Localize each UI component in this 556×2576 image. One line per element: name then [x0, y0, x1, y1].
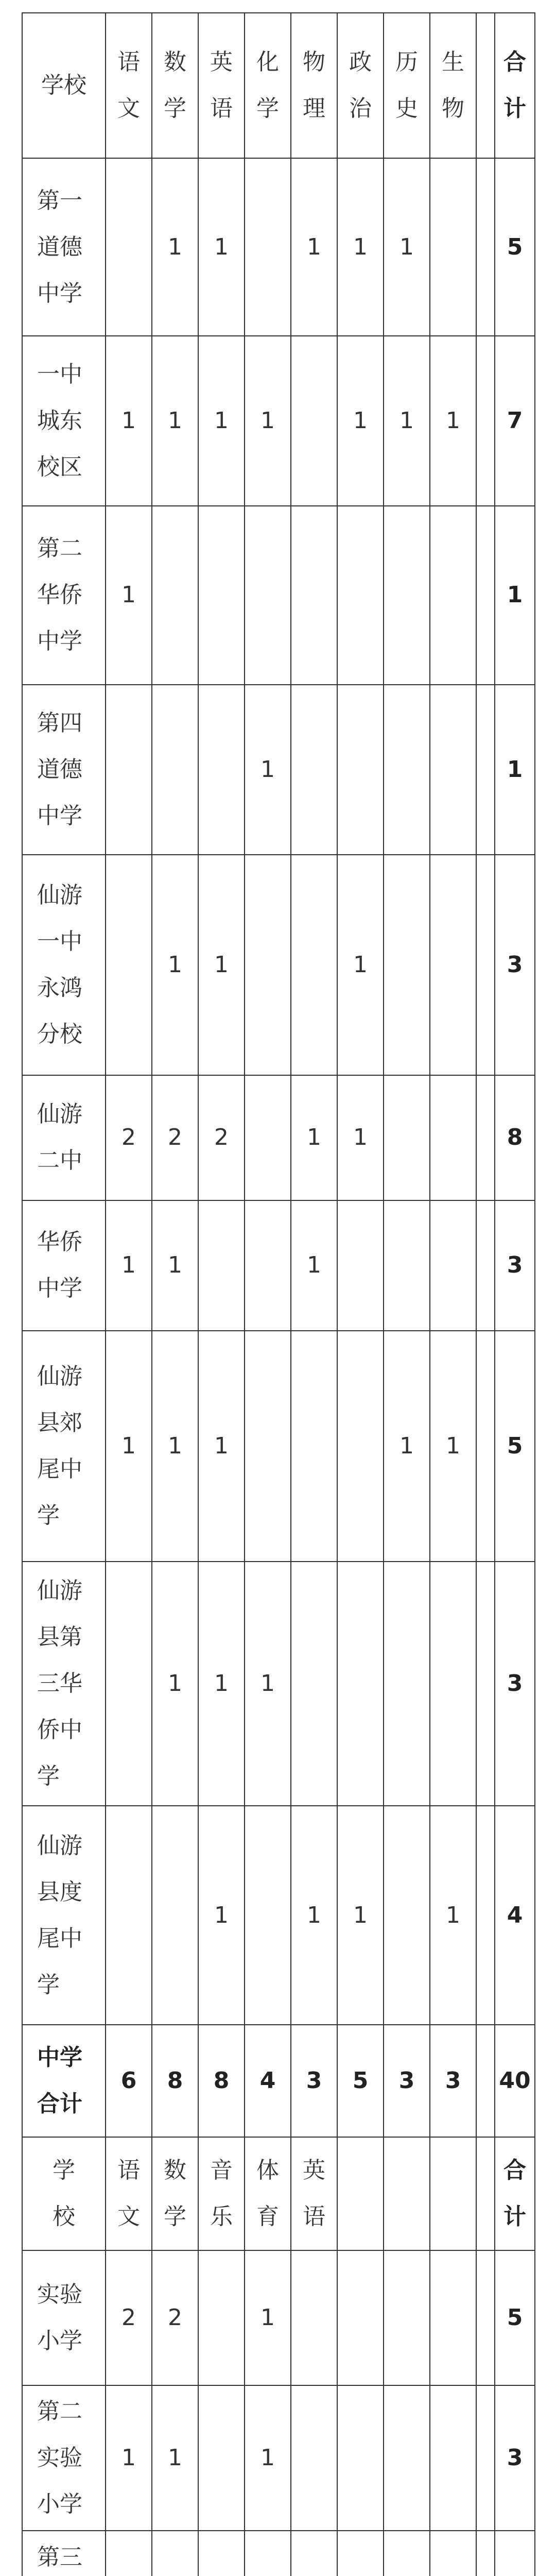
- count-cell: [152, 506, 198, 685]
- count-cell: 1: [430, 1806, 476, 2025]
- column-header: 英 语: [291, 2137, 337, 2250]
- count-cell: 1: [152, 1200, 198, 1331]
- count-cell: [198, 2531, 245, 2576]
- table-row: [22, 1331, 535, 1562]
- school-name-cell: 第三: [22, 2531, 106, 2576]
- count-cell: [337, 506, 384, 685]
- school-name-cell: 仙游 二中: [22, 1075, 106, 1200]
- count-cell: 4: [245, 2025, 291, 2137]
- count-cell: [291, 1331, 337, 1562]
- count-cell: [291, 2250, 337, 2385]
- count-cell: [430, 158, 476, 336]
- count-cell: [337, 2385, 384, 2531]
- count-cell: 1: [291, 1075, 337, 1200]
- count-cell: [245, 1075, 291, 1200]
- count-cell: [245, 1331, 291, 1562]
- column-header: 政 治: [337, 13, 384, 158]
- count-cell: 1: [198, 855, 245, 1075]
- count-cell: 1: [106, 506, 152, 685]
- count-cell: [337, 1562, 384, 1805]
- primary-header-row: [22, 2137, 535, 2250]
- count-cell: 1: [198, 1562, 245, 1805]
- row-total-cell: 3: [495, 1562, 535, 1805]
- count-cell: [337, 1200, 384, 1331]
- count-cell: [476, 2025, 495, 2137]
- count-cell: [384, 1200, 430, 1331]
- school-name-cell: 实验 小学: [22, 2250, 106, 2385]
- column-header: 化 学: [245, 13, 291, 158]
- count-cell: [430, 855, 476, 1075]
- count-cell: 1: [430, 336, 476, 506]
- count-cell: 1: [152, 158, 198, 336]
- count-cell: [245, 158, 291, 336]
- count-cell: 1: [384, 158, 430, 336]
- count-cell: [476, 1562, 495, 1805]
- count-cell: 1: [245, 1562, 291, 1805]
- count-cell: 1: [384, 1331, 430, 1562]
- count-cell: [430, 2250, 476, 2385]
- count-cell: [198, 1200, 245, 1331]
- count-cell: [152, 2531, 198, 2576]
- count-cell: [106, 2531, 152, 2576]
- row-total-cell: 8: [495, 1075, 535, 1200]
- count-cell: [337, 2250, 384, 2385]
- count-cell: [384, 1806, 430, 2025]
- count-cell: [476, 2531, 495, 2576]
- count-cell: [291, 336, 337, 506]
- column-header: 音 乐: [198, 2137, 245, 2250]
- count-cell: [430, 1075, 476, 1200]
- count-cell: [476, 2250, 495, 2385]
- table-row: [22, 2250, 535, 2385]
- count-cell: [245, 855, 291, 1075]
- column-header: [476, 13, 495, 158]
- row-total-cell: 3: [495, 855, 535, 1075]
- count-cell: [198, 2385, 245, 2531]
- teacher-quota-table: [22, 12, 535, 2576]
- column-header: 物 理: [291, 13, 337, 158]
- table-row: [22, 2531, 535, 2576]
- count-cell: 1: [198, 1331, 245, 1562]
- count-cell: [384, 2250, 430, 2385]
- table-row: [22, 1200, 535, 1331]
- count-cell: [476, 506, 495, 685]
- count-cell: [198, 2250, 245, 2385]
- count-cell: [291, 855, 337, 1075]
- count-cell: 1: [245, 2385, 291, 2531]
- count-cell: [106, 685, 152, 855]
- count-cell: [337, 1331, 384, 1562]
- count-cell: 1: [152, 1331, 198, 1562]
- count-cell: 8: [152, 2025, 198, 2137]
- row-total-cell: 5: [495, 1331, 535, 1562]
- table-row: [22, 1075, 535, 1200]
- count-cell: [476, 1806, 495, 2025]
- count-cell: 2: [152, 1075, 198, 1200]
- column-header: 语 文: [106, 13, 152, 158]
- school-name-cell: 第二 华侨 中学: [22, 506, 106, 685]
- count-cell: 1: [198, 1806, 245, 2025]
- count-cell: [291, 2385, 337, 2531]
- count-cell: [106, 158, 152, 336]
- count-cell: 1: [337, 1075, 384, 1200]
- count-cell: 1: [245, 685, 291, 855]
- count-cell: [430, 685, 476, 855]
- count-cell: [106, 855, 152, 1075]
- count-cell: [291, 506, 337, 685]
- row-total-cell: 3: [495, 2385, 535, 2531]
- table-row: [22, 1562, 535, 1805]
- column-header: 语 文: [106, 2137, 152, 2250]
- count-cell: [384, 506, 430, 685]
- count-cell: 1: [337, 336, 384, 506]
- count-cell: 2: [152, 2250, 198, 2385]
- column-header: 学 校: [22, 2137, 106, 2250]
- middle-total-row: [22, 2025, 535, 2137]
- count-cell: 2: [198, 1075, 245, 1200]
- count-cell: 1: [245, 2250, 291, 2385]
- column-header: 数 学: [152, 13, 198, 158]
- count-cell: 1: [152, 855, 198, 1075]
- count-cell: [245, 1200, 291, 1331]
- school-name-cell: 第四 道德 中学: [22, 685, 106, 855]
- count-cell: 1: [245, 336, 291, 506]
- count-cell: 1: [291, 1806, 337, 2025]
- school-name-cell: 仙游 县第 三华 侨中 学: [22, 1562, 106, 1805]
- count-cell: [198, 685, 245, 855]
- count-cell: [476, 158, 495, 336]
- count-cell: [291, 2531, 337, 2576]
- count-cell: [476, 2385, 495, 2531]
- count-cell: [476, 685, 495, 855]
- count-cell: 1: [152, 2385, 198, 2531]
- column-header: 体 育: [245, 2137, 291, 2250]
- count-cell: [384, 855, 430, 1075]
- count-cell: [476, 336, 495, 506]
- row-total-cell: 3: [495, 1200, 535, 1331]
- count-cell: 3: [384, 2025, 430, 2137]
- school-name-cell: 第二 实验 小学: [22, 2385, 106, 2531]
- count-cell: 1: [337, 1806, 384, 2025]
- count-cell: [245, 2531, 291, 2576]
- count-cell: [337, 685, 384, 855]
- count-cell: 1: [152, 1562, 198, 1805]
- count-cell: [245, 506, 291, 685]
- count-cell: 2: [106, 2250, 152, 2385]
- column-header: 数 学: [152, 2137, 198, 2250]
- count-cell: [152, 1806, 198, 2025]
- count-cell: 1: [291, 158, 337, 336]
- count-cell: [384, 1562, 430, 1805]
- count-cell: 3: [430, 2025, 476, 2137]
- count-cell: [430, 1562, 476, 1805]
- school-name-cell: 中学 合计: [22, 2025, 106, 2137]
- count-cell: 1: [337, 158, 384, 336]
- row-total-cell: 1: [495, 506, 535, 685]
- count-cell: 1: [430, 1331, 476, 1562]
- count-cell: 8: [198, 2025, 245, 2137]
- count-cell: 2: [106, 1075, 152, 1200]
- column-header: 生 物: [430, 13, 476, 158]
- row-total-cell: 40: [495, 2025, 535, 2137]
- count-cell: [291, 685, 337, 855]
- count-cell: 1: [152, 336, 198, 506]
- count-cell: [476, 1200, 495, 1331]
- count-cell: [384, 685, 430, 855]
- column-header: 学校: [22, 13, 106, 158]
- count-cell: [476, 1331, 495, 1562]
- row-total-cell: 1: [495, 685, 535, 855]
- count-cell: [384, 2531, 430, 2576]
- count-cell: 1: [384, 336, 430, 506]
- school-name-cell: 第一 道德 中学: [22, 158, 106, 336]
- count-cell: 1: [106, 2385, 152, 2531]
- middle-header-row: [22, 13, 535, 158]
- count-cell: [430, 506, 476, 685]
- column-header: 合 计: [495, 2137, 535, 2250]
- column-header: [476, 2137, 495, 2250]
- table-row: [22, 506, 535, 685]
- column-header: [430, 2137, 476, 2250]
- table-row: [22, 1806, 535, 2025]
- school-name-cell: 华侨 中学: [22, 1200, 106, 1331]
- column-header: [384, 2137, 430, 2250]
- count-cell: 1: [106, 1331, 152, 1562]
- count-cell: [430, 2385, 476, 2531]
- school-name-cell: 仙游 一中 永鸿 分校: [22, 855, 106, 1075]
- count-cell: 6: [106, 2025, 152, 2137]
- count-cell: [384, 2385, 430, 2531]
- count-cell: [430, 1200, 476, 1331]
- count-cell: 1: [198, 336, 245, 506]
- count-cell: [337, 2531, 384, 2576]
- row-total-cell: 5: [495, 2250, 535, 2385]
- count-cell: [245, 1806, 291, 2025]
- count-cell: [198, 506, 245, 685]
- count-cell: [106, 1806, 152, 2025]
- column-header: 历 史: [384, 13, 430, 158]
- school-name-cell: 一中 城东 校区: [22, 336, 106, 506]
- row-total-cell: [495, 2531, 535, 2576]
- count-cell: 1: [337, 855, 384, 1075]
- table-row: [22, 685, 535, 855]
- count-cell: [476, 855, 495, 1075]
- count-cell: [384, 1075, 430, 1200]
- count-cell: 5: [337, 2025, 384, 2137]
- column-header: 合 计: [495, 13, 535, 158]
- count-cell: [476, 1075, 495, 1200]
- table-row: [22, 2385, 535, 2531]
- school-name-cell: 仙游 县度 尾中 学: [22, 1806, 106, 2025]
- count-cell: 1: [198, 158, 245, 336]
- column-header: 英 语: [198, 13, 245, 158]
- row-total-cell: 4: [495, 1806, 535, 2025]
- row-total-cell: 7: [495, 336, 535, 506]
- count-cell: 1: [291, 1200, 337, 1331]
- count-cell: [430, 2531, 476, 2576]
- count-cell: [291, 1562, 337, 1805]
- table-row: [22, 336, 535, 506]
- table-row: [22, 158, 535, 336]
- table-row: [22, 855, 535, 1075]
- count-cell: [152, 685, 198, 855]
- school-name-cell: 仙游 县郊 尾中 学: [22, 1331, 106, 1562]
- column-header: [337, 2137, 384, 2250]
- count-cell: 1: [106, 1200, 152, 1331]
- count-cell: [106, 1562, 152, 1805]
- count-cell: 1: [106, 336, 152, 506]
- row-total-cell: 5: [495, 158, 535, 336]
- count-cell: 3: [291, 2025, 337, 2137]
